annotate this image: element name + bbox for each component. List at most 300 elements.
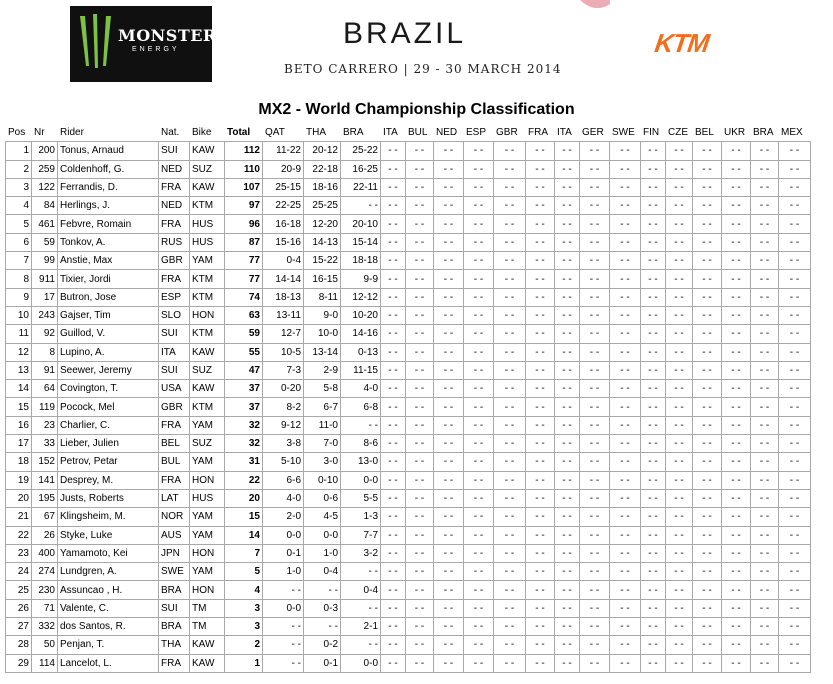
cell-empty: - - [406, 252, 434, 270]
column-header: CZE [666, 124, 693, 142]
cell-empty: - - [381, 380, 406, 398]
cell-empty: - - [641, 398, 666, 416]
cell-empty: - - [779, 544, 811, 562]
cell-empty: - - [381, 489, 406, 507]
cell-empty: - - [464, 215, 494, 233]
cell-bra: 11-15 [341, 361, 381, 379]
cell-nat: GBR [159, 398, 190, 416]
cell-empty: - - [641, 160, 666, 178]
table-row [6, 453, 811, 471]
cell-empty: - - [751, 306, 779, 324]
cell-empty: - - [666, 398, 693, 416]
cell-tha: - - [304, 581, 341, 599]
cell-empty: - - [555, 215, 580, 233]
cell-empty: - - [526, 471, 555, 489]
cell-nr: 119 [32, 398, 58, 416]
cell-nr: 259 [32, 160, 58, 178]
cell-empty: - - [666, 544, 693, 562]
cell-empty: - - [381, 215, 406, 233]
cell-nr: 122 [32, 178, 58, 196]
cell-tha: 0-1 [304, 654, 341, 672]
cell-bra: 5-5 [341, 489, 381, 507]
cell-empty: - - [555, 453, 580, 471]
cell-empty: - - [610, 581, 641, 599]
cell-tha: 10-0 [304, 325, 341, 343]
cell-empty: - - [580, 636, 610, 654]
cell-empty: - - [580, 343, 610, 361]
cell-nat: BRA [159, 581, 190, 599]
cell-empty: - - [434, 654, 464, 672]
cell-empty: - - [666, 636, 693, 654]
cell-pos: 24 [6, 563, 32, 581]
cell-empty: - - [751, 252, 779, 270]
cell-bra: - - [341, 416, 381, 434]
cell-rider: Gajser, Tim [58, 306, 159, 324]
cell-empty: - - [494, 544, 526, 562]
cell-empty: - - [494, 252, 526, 270]
cell-pos: 17 [6, 435, 32, 453]
cell-empty: - - [751, 233, 779, 251]
cell-empty: - - [722, 361, 751, 379]
cell-tha: 7-0 [304, 435, 341, 453]
column-header: ESP [464, 124, 494, 142]
cell-empty: - - [526, 142, 555, 160]
cell-empty: - - [555, 270, 580, 288]
cell-empty: - - [434, 453, 464, 471]
cell-empty: - - [610, 270, 641, 288]
cell-pos: 8 [6, 270, 32, 288]
cell-total: 2 [225, 636, 263, 654]
cell-nat: FRA [159, 416, 190, 434]
cell-empty: - - [610, 325, 641, 343]
cell-bike: KAW [190, 636, 225, 654]
cell-bike: SUZ [190, 361, 225, 379]
cell-bike: YAM [190, 453, 225, 471]
cell-total: 4 [225, 581, 263, 599]
cell-empty: - - [751, 197, 779, 215]
cell-nr: 195 [32, 489, 58, 507]
cell-empty: - - [666, 215, 693, 233]
cell-empty: - - [494, 636, 526, 654]
cell-empty: - - [381, 306, 406, 324]
cell-pos: 20 [6, 489, 32, 507]
cell-empty: - - [666, 288, 693, 306]
cell-bike: TM [190, 599, 225, 617]
cell-empty: - - [666, 489, 693, 507]
cell-bra: 8-6 [341, 435, 381, 453]
cell-empty: - - [666, 471, 693, 489]
cell-empty: - - [406, 306, 434, 324]
cell-empty: - - [610, 343, 641, 361]
cell-empty: - - [722, 178, 751, 196]
cell-empty: - - [381, 563, 406, 581]
cell-bra: 14-16 [341, 325, 381, 343]
cell-bike: KTM [190, 197, 225, 215]
cell-empty: - - [641, 233, 666, 251]
cell-rider: Ferrandis, D. [58, 178, 159, 196]
cell-empty: - - [555, 306, 580, 324]
cell-empty: - - [722, 160, 751, 178]
cell-empty: - - [641, 270, 666, 288]
cell-empty: - - [526, 288, 555, 306]
table-row [6, 544, 811, 562]
cell-empty: - - [751, 471, 779, 489]
cell-empty: - - [381, 471, 406, 489]
cell-bra: 0-4 [341, 581, 381, 599]
table-body [6, 142, 811, 673]
cell-rider: Styke, Luke [58, 526, 159, 544]
cell-empty: - - [434, 544, 464, 562]
cell-empty: - - [464, 453, 494, 471]
table-row [6, 489, 811, 507]
cell-qat: 22-25 [263, 197, 304, 215]
cell-empty: - - [610, 508, 641, 526]
cell-empty: - - [722, 215, 751, 233]
cell-empty: - - [381, 416, 406, 434]
cell-bra: 7-7 [341, 526, 381, 544]
cell-empty: - - [666, 361, 693, 379]
classification-table [5, 123, 811, 673]
column-header: BRA [751, 124, 779, 142]
cell-empty: - - [464, 197, 494, 215]
cell-empty: - - [406, 288, 434, 306]
cell-nat: FRA [159, 270, 190, 288]
cell-empty: - - [641, 306, 666, 324]
event-title: BRAZIL [343, 17, 467, 50]
cell-rider: Lancelot, L. [58, 654, 159, 672]
cell-bra: 10-20 [341, 306, 381, 324]
cell-empty: - - [580, 380, 610, 398]
cell-pos: 15 [6, 398, 32, 416]
cell-empty: - - [526, 508, 555, 526]
cell-empty: - - [406, 581, 434, 599]
column-header: Nr [32, 124, 58, 142]
cell-empty: - - [641, 636, 666, 654]
table-row [6, 178, 811, 196]
cell-empty: - - [693, 343, 722, 361]
column-header: GBR [494, 124, 526, 142]
cell-total: 1 [225, 654, 263, 672]
cell-empty: - - [494, 416, 526, 434]
cell-empty: - - [555, 288, 580, 306]
cell-nat: NED [159, 160, 190, 178]
cell-rider: Febvre, Romain [58, 215, 159, 233]
cell-empty: - - [406, 142, 434, 160]
cell-qat: 5-10 [263, 453, 304, 471]
cell-empty: - - [434, 160, 464, 178]
cell-empty: - - [610, 453, 641, 471]
cell-nr: 26 [32, 526, 58, 544]
cell-empty: - - [641, 197, 666, 215]
cell-empty: - - [555, 325, 580, 343]
cell-rider: Lundgren, A. [58, 563, 159, 581]
column-header: NED [434, 124, 464, 142]
cell-pos: 23 [6, 544, 32, 562]
cell-bike: YAM [190, 252, 225, 270]
cell-total: 14 [225, 526, 263, 544]
cell-empty: - - [693, 618, 722, 636]
cell-empty: - - [693, 398, 722, 416]
cell-empty: - - [641, 343, 666, 361]
cell-bike: KTM [190, 270, 225, 288]
cell-empty: - - [641, 215, 666, 233]
cell-empty: - - [751, 178, 779, 196]
cell-empty: - - [751, 435, 779, 453]
cell-total: 55 [225, 343, 263, 361]
cell-empty: - - [526, 325, 555, 343]
cell-empty: - - [555, 398, 580, 416]
cell-total: 22 [225, 471, 263, 489]
cell-empty: - - [406, 325, 434, 343]
cell-pos: 11 [6, 325, 32, 343]
cell-nat: BEL [159, 435, 190, 453]
cell-nat: ITA [159, 343, 190, 361]
cell-empty: - - [779, 581, 811, 599]
cell-total: 59 [225, 325, 263, 343]
column-header: BEL [693, 124, 722, 142]
cell-empty: - - [666, 435, 693, 453]
cell-empty: - - [610, 489, 641, 507]
cell-empty: - - [693, 288, 722, 306]
cell-empty: - - [526, 581, 555, 599]
cell-empty: - - [641, 380, 666, 398]
cell-nr: 141 [32, 471, 58, 489]
cell-nat: SUI [159, 599, 190, 617]
cell-tha: 25-25 [304, 197, 341, 215]
cell-nr: 152 [32, 453, 58, 471]
cell-empty: - - [610, 544, 641, 562]
cell-empty: - - [526, 599, 555, 617]
cell-empty: - - [494, 178, 526, 196]
cell-nat: FRA [159, 178, 190, 196]
cell-empty: - - [406, 215, 434, 233]
table-row [6, 471, 811, 489]
cell-empty: - - [610, 306, 641, 324]
column-header: BUL [406, 124, 434, 142]
column-header: SWE [610, 124, 641, 142]
cell-tha: - - [304, 618, 341, 636]
cell-total: 74 [225, 288, 263, 306]
cell-bike: SUZ [190, 435, 225, 453]
cell-empty: - - [779, 215, 811, 233]
cell-pos: 16 [6, 416, 32, 434]
cell-empty: - - [580, 288, 610, 306]
cell-empty: - - [779, 361, 811, 379]
cell-empty: - - [779, 453, 811, 471]
cell-empty: - - [666, 416, 693, 434]
cell-total: 77 [225, 252, 263, 270]
cell-empty: - - [555, 361, 580, 379]
cell-bra: 2-1 [341, 618, 381, 636]
cell-total: 96 [225, 215, 263, 233]
cell-bike: KAW [190, 380, 225, 398]
cell-empty: - - [779, 343, 811, 361]
cell-empty: - - [751, 453, 779, 471]
cell-bra: 9-9 [341, 270, 381, 288]
cell-bra: 1-3 [341, 508, 381, 526]
cell-empty: - - [555, 599, 580, 617]
cell-qat: 3-8 [263, 435, 304, 453]
cell-empty: - - [494, 508, 526, 526]
cell-tha: 8-11 [304, 288, 341, 306]
cell-empty: - - [526, 636, 555, 654]
cell-bike: TM [190, 618, 225, 636]
cell-nat: SWE [159, 563, 190, 581]
cell-bra: 4-0 [341, 380, 381, 398]
cell-empty: - - [434, 252, 464, 270]
cell-rider: Desprey, M. [58, 471, 159, 489]
cell-total: 37 [225, 380, 263, 398]
cell-empty: - - [641, 618, 666, 636]
cell-empty: - - [555, 343, 580, 361]
cell-empty: - - [693, 416, 722, 434]
cell-tha: 20-12 [304, 142, 341, 160]
cell-qat: 2-0 [263, 508, 304, 526]
cell-empty: - - [722, 544, 751, 562]
cell-total: 7 [225, 544, 263, 562]
cell-pos: 1 [6, 142, 32, 160]
cell-empty: - - [406, 654, 434, 672]
cell-empty: - - [666, 508, 693, 526]
cell-empty: - - [693, 654, 722, 672]
cell-empty: - - [693, 453, 722, 471]
cell-empty: - - [494, 343, 526, 361]
cell-rider: Assuncao , H. [58, 581, 159, 599]
cell-empty: - - [641, 526, 666, 544]
cell-empty: - - [555, 544, 580, 562]
cell-bra: 0-13 [341, 343, 381, 361]
cell-nr: 17 [32, 288, 58, 306]
cell-empty: - - [666, 599, 693, 617]
cell-empty: - - [555, 252, 580, 270]
table-row [6, 526, 811, 544]
cell-nat: FRA [159, 215, 190, 233]
cell-rider: Lieber, Julien [58, 435, 159, 453]
cell-nr: 84 [32, 197, 58, 215]
cell-empty: - - [464, 306, 494, 324]
cell-total: 110 [225, 160, 263, 178]
cell-empty: - - [580, 453, 610, 471]
cell-empty: - - [434, 416, 464, 434]
cell-tha: 3-0 [304, 453, 341, 471]
cell-rider: dos Santos, R. [58, 618, 159, 636]
cell-bra: 12-12 [341, 288, 381, 306]
cell-empty: - - [722, 398, 751, 416]
cell-pos: 18 [6, 453, 32, 471]
cell-empty: - - [722, 654, 751, 672]
cell-empty: - - [526, 160, 555, 178]
table-row [6, 654, 811, 672]
cell-rider: Charlier, C. [58, 416, 159, 434]
cell-qat: 0-0 [263, 599, 304, 617]
cell-rider: Herlings, J. [58, 197, 159, 215]
cell-pos: 28 [6, 636, 32, 654]
cell-empty: - - [406, 361, 434, 379]
cell-empty: - - [555, 416, 580, 434]
cell-empty: - - [751, 288, 779, 306]
cell-bra: 3-2 [341, 544, 381, 562]
cell-empty: - - [779, 636, 811, 654]
cell-total: 32 [225, 435, 263, 453]
cell-empty: - - [406, 416, 434, 434]
cell-empty: - - [494, 325, 526, 343]
cell-empty: - - [666, 233, 693, 251]
table-row [6, 233, 811, 251]
cell-qat: - - [263, 618, 304, 636]
cell-empty: - - [434, 233, 464, 251]
table-row [6, 270, 811, 288]
cell-empty: - - [494, 599, 526, 617]
cell-total: 37 [225, 398, 263, 416]
cell-empty: - - [494, 142, 526, 160]
cell-empty: - - [666, 306, 693, 324]
table-row [6, 306, 811, 324]
cell-empty: - - [406, 599, 434, 617]
cell-empty: - - [381, 325, 406, 343]
cell-empty: - - [381, 526, 406, 544]
cell-empty: - - [610, 435, 641, 453]
cell-empty: - - [464, 489, 494, 507]
cell-empty: - - [434, 618, 464, 636]
cell-empty: - - [722, 453, 751, 471]
cell-empty: - - [641, 654, 666, 672]
cell-nr: 274 [32, 563, 58, 581]
cell-empty: - - [666, 252, 693, 270]
cell-empty: - - [693, 252, 722, 270]
cell-total: 77 [225, 270, 263, 288]
cell-empty: - - [610, 636, 641, 654]
cell-tha: 18-16 [304, 178, 341, 196]
cell-empty: - - [464, 526, 494, 544]
cell-pos: 26 [6, 599, 32, 617]
cell-empty: - - [641, 581, 666, 599]
table-row [6, 197, 811, 215]
cell-nr: 332 [32, 618, 58, 636]
column-header: BRA [341, 124, 381, 142]
cell-bra: 22-11 [341, 178, 381, 196]
cell-bra: 13-0 [341, 453, 381, 471]
cell-nr: 67 [32, 508, 58, 526]
cell-empty: - - [722, 563, 751, 581]
cell-qat: 0-4 [263, 252, 304, 270]
cell-bike: YAM [190, 563, 225, 581]
cell-empty: - - [381, 197, 406, 215]
cell-empty: - - [580, 270, 610, 288]
cell-tha: 9-0 [304, 306, 341, 324]
cell-empty: - - [666, 581, 693, 599]
cell-empty: - - [526, 361, 555, 379]
cell-empty: - - [580, 215, 610, 233]
cell-empty: - - [779, 380, 811, 398]
cell-empty: - - [580, 142, 610, 160]
cell-empty: - - [693, 599, 722, 617]
cell-empty: - - [464, 471, 494, 489]
cell-empty: - - [666, 453, 693, 471]
cell-empty: - - [666, 325, 693, 343]
cell-empty: - - [779, 416, 811, 434]
cell-empty: - - [526, 398, 555, 416]
cell-bra: 15-14 [341, 233, 381, 251]
cell-rider: Tixier, Jordi [58, 270, 159, 288]
cell-empty: - - [610, 288, 641, 306]
cell-empty: - - [494, 197, 526, 215]
cell-empty: - - [406, 508, 434, 526]
cell-empty: - - [434, 636, 464, 654]
cell-empty: - - [666, 618, 693, 636]
cell-empty: - - [666, 526, 693, 544]
cell-nr: 200 [32, 142, 58, 160]
cell-rider: Guillod, V. [58, 325, 159, 343]
